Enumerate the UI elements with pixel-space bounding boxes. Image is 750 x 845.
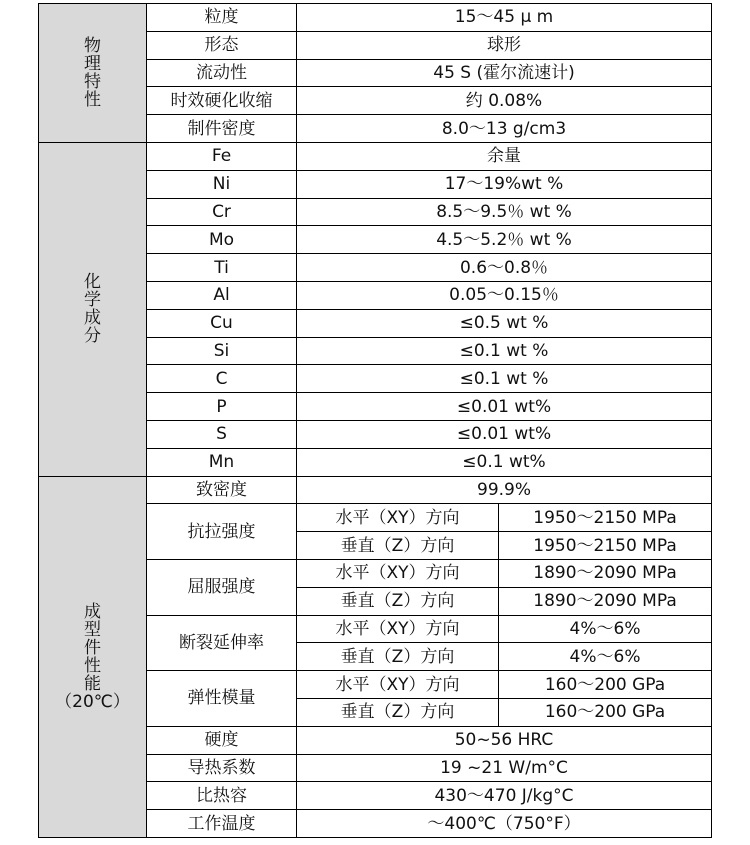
element-label: P bbox=[147, 393, 297, 421]
row-label: 流动性 bbox=[147, 59, 297, 87]
element-label: Si bbox=[147, 337, 297, 365]
element-value: 8.5～9.5％ wt % bbox=[297, 198, 712, 226]
row-label: 弹性模量 bbox=[147, 671, 297, 727]
spec-table bbox=[38, 3, 712, 838]
element-label: Fe bbox=[147, 142, 297, 170]
element-label: Cr bbox=[147, 198, 297, 226]
direction-label: 垂直（Z）方向 bbox=[297, 698, 499, 726]
row-label: 导热系数 bbox=[147, 754, 297, 782]
direction-label: 垂直（Z）方向 bbox=[297, 587, 499, 615]
element-value: 0.05～0.15％ bbox=[297, 281, 712, 309]
element-label: Ti bbox=[147, 254, 297, 282]
element-value: ≤0.01 wt% bbox=[297, 420, 712, 448]
row-value: 1950～2150 MPa bbox=[499, 504, 712, 532]
row-label: 时效硬化收缩 bbox=[147, 87, 297, 115]
row-value: 99.9% bbox=[297, 476, 712, 504]
direction-label: 水平（XY）方向 bbox=[297, 615, 499, 643]
row-label: 致密度 bbox=[147, 476, 297, 504]
row-value: 430～470 J/kg°C bbox=[297, 782, 712, 810]
element-value: ≤0.1 wt% bbox=[297, 448, 712, 476]
element-label: Mo bbox=[147, 226, 297, 254]
row-value: 4%～6% bbox=[499, 615, 712, 643]
element-value: ≤0.1 wt % bbox=[297, 365, 712, 393]
row-value: 1890～2090 MPa bbox=[499, 559, 712, 587]
table-row bbox=[39, 142, 712, 170]
row-value: 45 S (霍尔流速计) bbox=[297, 59, 712, 87]
table-row bbox=[39, 4, 712, 32]
element-label: Mn bbox=[147, 448, 297, 476]
row-value: 15～45 μ m bbox=[297, 4, 712, 32]
row-value: 19 ~21 W/m°C bbox=[297, 754, 712, 782]
row-value: ～400℃（750°F） bbox=[297, 810, 712, 838]
element-value: 4.5～5.2％ wt % bbox=[297, 226, 712, 254]
element-label: Cu bbox=[147, 309, 297, 337]
element-value: ≤0.01 wt% bbox=[297, 393, 712, 421]
element-label: C bbox=[147, 365, 297, 393]
table-row bbox=[39, 476, 712, 504]
element-label: Al bbox=[147, 281, 297, 309]
row-value: 4%～6% bbox=[499, 643, 712, 671]
row-value: 160～200 GPa bbox=[499, 671, 712, 699]
element-value: 余量 bbox=[297, 142, 712, 170]
category-forming: 成 型 件 性 能 （20℃） bbox=[39, 476, 147, 837]
category-chemical: 化 学 成 分 bbox=[39, 142, 147, 476]
row-label: 硬度 bbox=[147, 726, 297, 754]
row-label: 制件密度 bbox=[147, 115, 297, 143]
row-value: 50~56 HRC bbox=[297, 726, 712, 754]
row-label: 断裂延伸率 bbox=[147, 615, 297, 671]
element-value: 17～19%wt % bbox=[297, 170, 712, 198]
element-value: ≤0.1 wt % bbox=[297, 337, 712, 365]
direction-label: 垂直（Z）方向 bbox=[297, 643, 499, 671]
direction-label: 水平（XY）方向 bbox=[297, 504, 499, 532]
row-label: 形态 bbox=[147, 31, 297, 59]
element-value: 0.6～0.8％ bbox=[297, 254, 712, 282]
row-label: 工作温度 bbox=[147, 810, 297, 838]
row-value: 球形 bbox=[297, 31, 712, 59]
row-label: 比热容 bbox=[147, 782, 297, 810]
row-value: 1890～2090 MPa bbox=[499, 587, 712, 615]
element-label: S bbox=[147, 420, 297, 448]
row-value: 1950～2150 MPa bbox=[499, 532, 712, 560]
category-physical: 物 理 特 性 bbox=[39, 4, 147, 143]
row-value: 160～200 GPa bbox=[499, 698, 712, 726]
direction-label: 水平（XY）方向 bbox=[297, 559, 499, 587]
direction-label: 垂直（Z）方向 bbox=[297, 532, 499, 560]
row-value: 8.0～13 g/cm3 bbox=[297, 115, 712, 143]
row-label: 抗拉强度 bbox=[147, 504, 297, 560]
row-label: 屈服强度 bbox=[147, 559, 297, 615]
element-label: Ni bbox=[147, 170, 297, 198]
row-label: 粒度 bbox=[147, 4, 297, 32]
row-value: 约 0.08% bbox=[297, 87, 712, 115]
direction-label: 水平（XY）方向 bbox=[297, 671, 499, 699]
element-value: ≤0.5 wt % bbox=[297, 309, 712, 337]
